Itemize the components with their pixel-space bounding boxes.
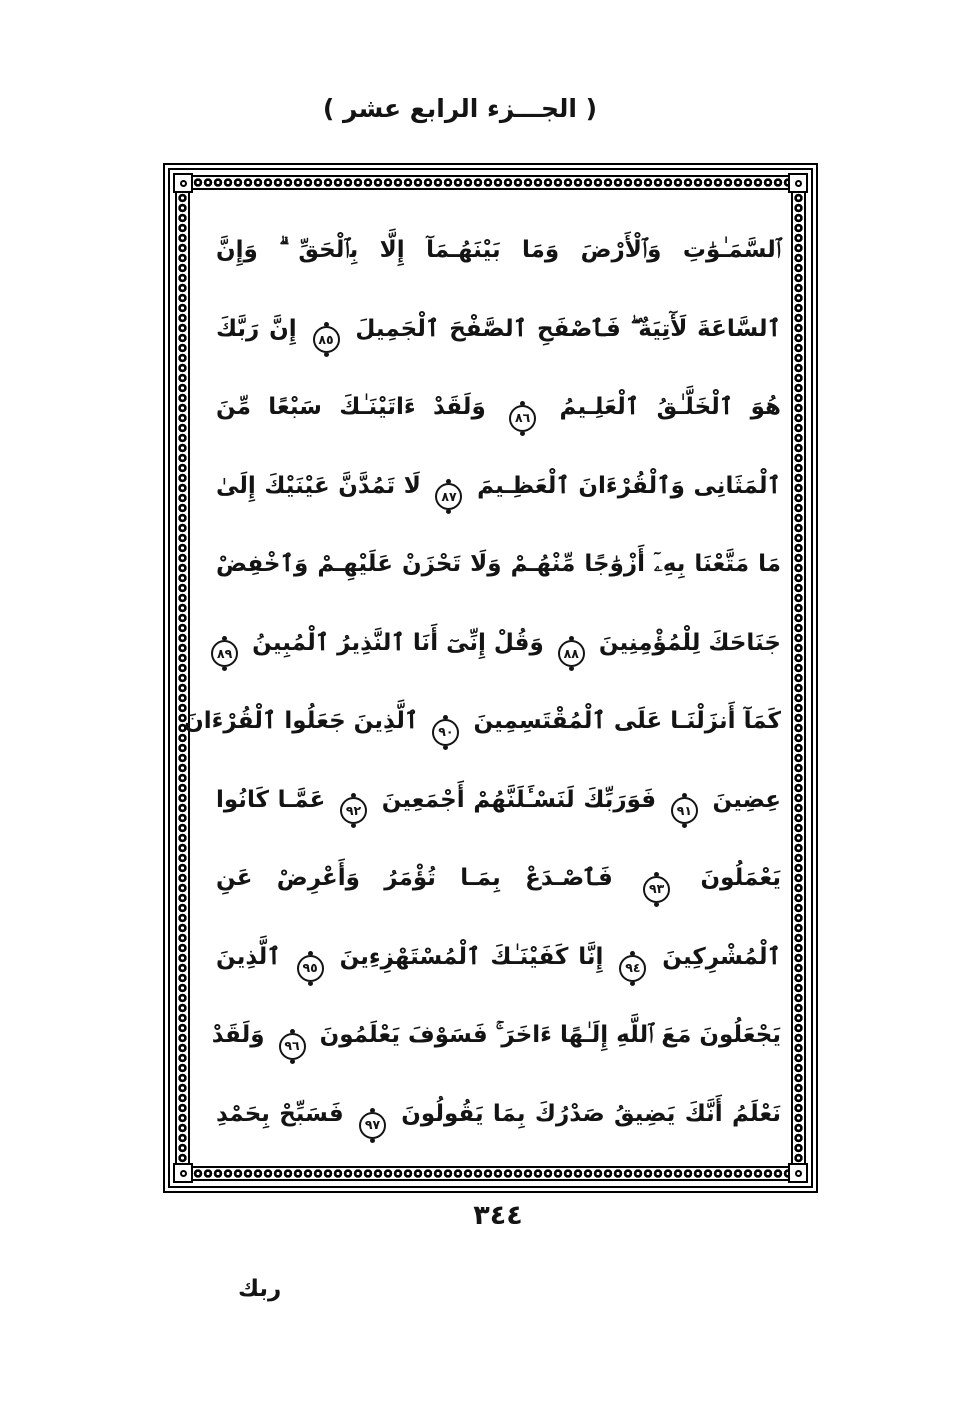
quran-line-2 — [216, 303, 781, 355]
quran-line-1 — [216, 224, 781, 276]
page-number: ٣٤٤ — [473, 1200, 523, 1231]
ayah-text: فَسَبِّحْ بِحَمْدِ — [216, 1100, 344, 1127]
quran-line-8 — [216, 774, 781, 826]
quran-line-11 — [211, 1009, 781, 1061]
quran-line-3 — [216, 381, 781, 433]
ayah-text: إِنَّ رَبَّكَ — [216, 315, 297, 342]
ayah-text: هُوَ ٱلْخَلَّـٰقُ ٱلْعَلِـيمُ — [559, 394, 781, 421]
ayah-end-marker: ٩٧ — [359, 1112, 386, 1139]
quran-line-6 — [216, 617, 781, 669]
ayah-end-marker: ٩٢ — [340, 797, 367, 824]
border-chain-top — [193, 175, 788, 190]
ayah-end-marker: ٨٧ — [435, 483, 462, 510]
ayah-end-marker: ٩٤ — [619, 955, 646, 982]
ayah-end-marker: ٩١ — [671, 797, 698, 824]
ayah-text: عَمَّـا كَانُوا — [216, 786, 326, 813]
catchword: ربك — [238, 1276, 282, 1302]
border-corner-top-right — [788, 173, 808, 193]
ayah-text: جَنَاحَكَ لِلْمُؤْمِنِينَ — [598, 629, 781, 656]
quran-line-10 — [216, 931, 781, 983]
ayah-text: عِضِينَ — [712, 786, 781, 813]
ayah-text: نَعْلَمُ أَنَّكَ يَضِيقُ صَدْرُكَ بِمَا يَقُولُونَ — [401, 1100, 782, 1127]
juz-header-title: ( الجـــزء الرابع عشر ) — [322, 94, 598, 123]
ayah-text: فَٱصْـدَعْ بِمَـا تُؤْمَرُ وَأَعْرِضْ عَنِ — [216, 865, 613, 892]
quran-line-9 — [216, 852, 781, 904]
ayah-text: يَجْعَلُونَ مَعَ ٱللَّهِ إِلَـٰهًا ءَاخَرَ ۚ فَسَوْفَ يَعْلَمُونَ — [319, 1022, 781, 1049]
quran-line-12 — [216, 1088, 781, 1140]
quran-text-block — [184, 224, 782, 1140]
ayah-end-marker: ٩٦ — [279, 1033, 306, 1060]
ayah-text: مَا مَتَّعْنَا بِهِۦٓ أَزْوَٰجًا مِّنْهُـمْ وَلَا تَحْزَنْ عَلَيْهِـمْ وَٱخْفِضْ — [216, 551, 781, 578]
quran-line-7 — [184, 695, 781, 747]
ayah-text: كَمَآ أَنزَلْنَـا عَلَى ٱلْمُقْتَسِمِينَ — [473, 708, 781, 735]
ayah-end-marker: ٨٩ — [211, 640, 238, 667]
ayah-text: ٱلسَّمَـٰوَٰتِ وَٱلْأَرْضَ وَمَا بَيْنَهُـمَآ إِلَّا بِٱلْحَقِّ ۗ وَإِنَّ — [216, 237, 781, 263]
ayah-text: وَلَقَدْ ءَاتَيْنَـٰكَ سَبْعًا مِّنَ — [216, 394, 486, 421]
ayah-end-marker: ٨٦ — [509, 405, 536, 432]
ayah-text: إِنَّا كَفَيْنَـٰكَ ٱلْمُسْتَهْزِءِينَ — [339, 943, 604, 970]
quran-line-4 — [216, 460, 781, 512]
ayah-text: ٱلسَّاعَةَ لَأٓتِيَةٌ ۖ فَٱصْفَحِ ٱلصَّفْحَ ٱلْجَمِيلَ — [355, 315, 781, 342]
border-chain-left — [175, 193, 190, 1163]
ayah-end-marker: ٩٠ — [432, 719, 459, 746]
ayah-text: ٱلْمَثَانِى وَٱلْقُرْءَانَ ٱلْعَظِـيمَ — [477, 472, 781, 499]
ayah-end-marker: ٨٥ — [313, 326, 340, 353]
ayah-text: ٱلَّذِينَ — [216, 943, 281, 970]
ayah-text: وَقُلْ إِنِّىٓ أَنَا ٱلنَّذِيرُ ٱلْمُبِينُ — [252, 629, 544, 656]
ayah-end-marker: ٩٣ — [643, 876, 670, 903]
border-corner-top-left — [173, 173, 193, 193]
ayah-end-marker: ٩٥ — [297, 955, 324, 982]
ayah-text: وَلَقَدْ — [211, 1022, 265, 1049]
ayah-text: لَا تَمُدَّنَّ عَيْنَيْكَ إِلَىٰ — [216, 472, 421, 499]
border-chain-bottom — [193, 1166, 788, 1181]
quran-line-5 — [216, 538, 781, 590]
ayah-text: فَوَرَبِّكَ لَنَسْـَٔلَنَّهُمْ أَجْمَعِينَ — [381, 786, 657, 813]
border-corner-bottom-right — [788, 1163, 808, 1183]
page-border-frame — [163, 163, 818, 1193]
ayah-end-marker: ٨٨ — [558, 640, 585, 667]
ayah-text: ٱلَّذِينَ جَعَلُوا ٱلْقُرْءَانَ — [184, 708, 419, 735]
ayah-text: ٱلْمُشْرِكِينَ — [662, 943, 782, 970]
ayah-text: يَعْمَلُونَ — [700, 865, 782, 892]
border-corner-bottom-left — [173, 1163, 193, 1183]
border-chain-right — [791, 193, 806, 1163]
